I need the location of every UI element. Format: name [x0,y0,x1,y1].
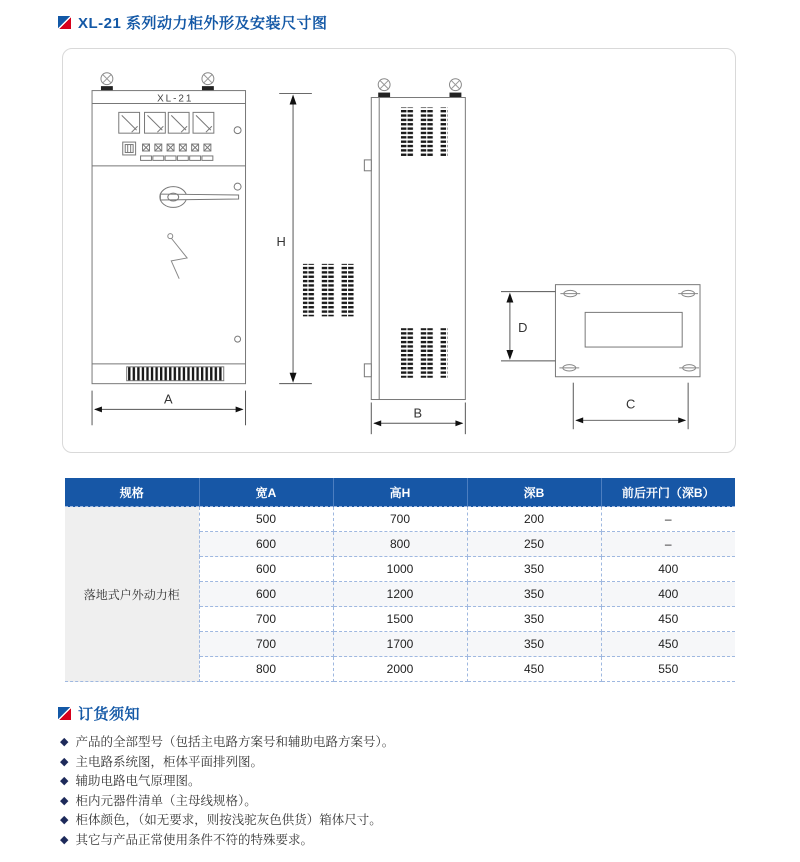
side-vent-grille [394,107,447,157]
order-note-item [60,734,760,754]
dim-label-B: B [413,405,423,421]
dimension-D [501,292,555,361]
eyebolt-icon [101,73,214,91]
dimension-B [371,402,465,434]
front-view-drawing [92,73,245,384]
table-cell: – [601,532,735,557]
technical-drawing [63,49,735,452]
table-cell: 1000 [333,557,467,582]
diamond-bullet-icon: ◆ [60,755,69,768]
table-cell: 800 [333,532,467,557]
table-cell: 350 [467,632,601,657]
door-handle-icon [160,187,239,208]
diamond-bullet-icon: ◆ [60,736,69,748]
base-view-drawing [555,285,700,377]
table-cell: 350 [467,607,601,632]
drawing-panel [62,48,736,453]
table-cell: 800 [199,657,333,682]
table-cell: 350 [467,582,601,607]
table-cell: 600 [199,582,333,607]
order-note-text: 柜内元器件清单（主母线规格）。 [75,793,257,808]
order-note-text: 柜体颜色，（如无要求，则按浅驼灰色供货）箱体尺寸。 [75,813,382,828]
order-note-text: 产品的全部型号（包括主电路方案号和辅助电路方案号）。 [75,735,395,749]
table-cell: 600 [199,557,333,582]
side-vent-grille [394,328,447,378]
order-note-item [60,812,760,832]
side-view-drawing [364,79,465,400]
section-marker-icon [58,707,71,720]
order-note-item [60,832,760,852]
diamond-bullet-icon: ◆ [60,833,69,846]
order-notes-list [60,734,760,852]
column-header: 深B [467,478,601,507]
table-cell: 700 [199,607,333,632]
eyebolt-icon [378,79,461,97]
table-cell: – [601,507,735,532]
indicator-lamp-icon [143,144,211,151]
order-note-item [60,793,760,813]
order-note-item [60,773,760,793]
table-cell: 1200 [333,582,467,607]
table-cell: 2000 [333,657,467,682]
table-cell: 1700 [333,632,467,657]
louver-vent-detail [303,264,357,316]
table-cell: 1500 [333,607,467,632]
cabinet-model-label: XL-21 [157,93,194,105]
table-cell: 450 [601,607,735,632]
bottom-vent-grille [92,364,245,381]
column-header: 高H [333,478,467,507]
table-cell: 550 [601,657,735,682]
table-cell: 200 [467,507,601,532]
dim-label-A: A [164,391,173,407]
panel-meter-icon [119,112,214,133]
table-cell: 450 [601,632,735,657]
table-body [65,507,735,682]
dimension-A [92,391,245,426]
section-marker-icon [58,16,71,29]
table-cell: 350 [467,557,601,582]
dimension-H [277,94,312,384]
table-row [65,507,735,532]
diamond-bullet-icon: ◆ [60,794,69,807]
column-header: 前后开门（深B） [601,478,735,507]
table-cell: 400 [601,557,735,582]
door-knob-icon [234,127,241,134]
diamond-bullet-icon: ◆ [60,775,69,788]
nameplate-slots [141,156,213,160]
table-cell: 450 [467,657,601,682]
order-note-text: 其它与产品正常使用条件不符的特殊要求。 [75,832,313,847]
indicator-row [123,142,213,160]
dimensions-table [65,478,735,682]
order-note-item [60,754,760,774]
mounting-slot-icon [559,290,699,371]
dim-label-C: C [626,396,636,412]
table-cell: 250 [467,532,601,557]
order-note-text: 辅助电路电气原理图。 [75,774,201,789]
page-title: XL-21 系列动力柜外形及安装尺寸图 [78,15,328,32]
table-cell: 600 [199,532,333,557]
order-notes-title: 订货须知 [78,706,141,723]
dim-label-D: D [518,320,528,336]
order-notes-title-row [58,703,140,724]
dimension-table-section [65,478,735,682]
order-note-text: 主电路系统图，柜体平面排列图。 [75,754,263,769]
page-title-row [58,12,328,33]
table-cell: 700 [333,507,467,532]
table-cell: 700 [199,632,333,657]
door-key-icon [168,234,187,279]
column-header: 宽A [199,478,333,507]
table-cell: 500 [199,507,333,532]
column-header: 规格 [65,478,199,507]
spec-cell: 落地式户外动力柜 [65,507,199,682]
diamond-bullet-icon: ◆ [60,814,69,827]
dim-label-H: H [276,234,286,250]
table-header-row [65,478,735,507]
dimension-C [573,383,688,430]
door-knob-icon [234,183,241,190]
table-cell: 400 [601,582,735,607]
door-knob-icon [235,336,241,342]
